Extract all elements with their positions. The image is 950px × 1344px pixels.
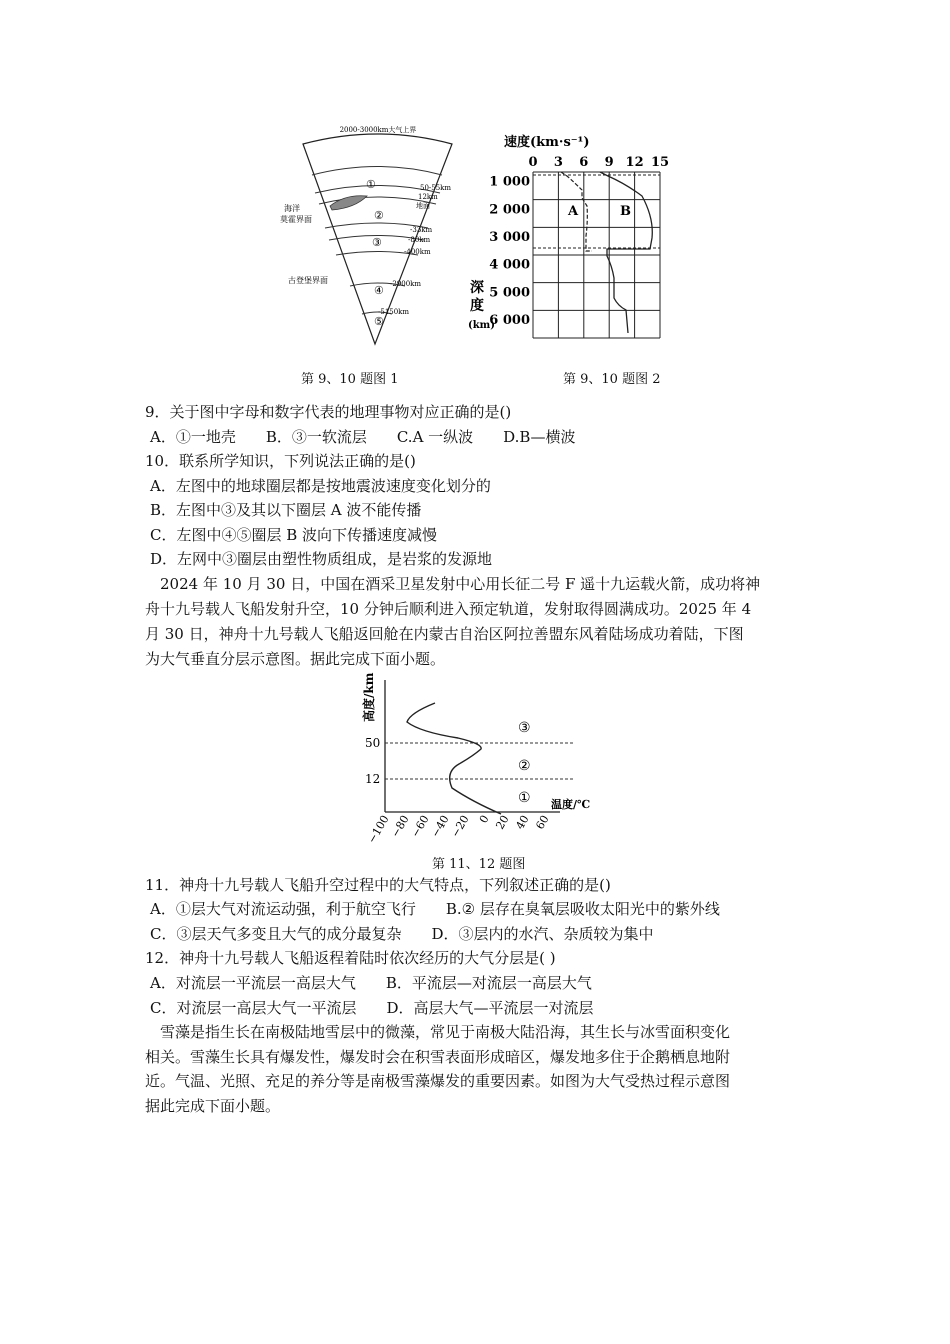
label-2900km: -2900km	[390, 280, 422, 288]
fig1-top-label: 2000-3000km大气上界	[339, 126, 417, 134]
fig2-ytick: 5 000	[489, 285, 530, 301]
passage2-line-3: 近。气温、光照、充足的养分等是南极雪藻爆发的重要因素。如图为大气受热过程示意图	[145, 1072, 731, 1090]
q10-option-a: A．左图中的地球圈层都是按地震波速度变化划分的	[150, 477, 491, 495]
fig2-xtick: 6	[579, 155, 589, 170]
passage1-line-3: 月 30 日，神舟十九号载人飞船返回舱在内蒙古自治区阿拉善盟东风着陆场成功着陆，下图	[145, 625, 744, 643]
fig3-xlabel: 温度/℃	[551, 798, 591, 811]
layer-5-label: ⑤	[374, 315, 384, 328]
fig2-ytick: 3 000	[489, 230, 530, 245]
fig2-ylabel-3: (km)	[468, 320, 495, 331]
fig3-xtick: −40	[428, 813, 452, 840]
curve-a-label: A	[568, 204, 579, 219]
q12-options-cd: C．对流层一高层大气一平流层 D．高层大气—平流层一对流层	[150, 999, 594, 1017]
label-5150km: -5150km	[378, 308, 410, 316]
fig3-xtick: −20	[448, 813, 472, 840]
fig3-xtick: −60	[408, 813, 432, 840]
curve-b	[600, 172, 652, 333]
fig1-caption: 第 9、10 题图 1	[301, 372, 399, 387]
layer-4-label: ④	[374, 284, 384, 297]
curve-b-label: B	[620, 204, 631, 219]
layer-2-label: ②	[374, 209, 384, 222]
q12-options-ab: A．对流层一平流层一高层大气 B．平流层—对流层一高层大气	[150, 974, 592, 992]
passage2-line-4: 据此完成下面小题。	[145, 1097, 281, 1115]
atmosphere-layers-figure	[355, 670, 615, 848]
fig2-ylabel-1: 深	[470, 280, 484, 296]
label-gutenberg: 古登堡界面	[288, 276, 328, 285]
q11-stem: 11．神舟十九号载人飞船升空过程中的大气特点，下列叙述正确的是()	[145, 876, 611, 894]
q9-stem: 9．关于图中字母和数字代表的地理事物对应正确的是()	[145, 403, 512, 421]
fig3-xtick: 0	[476, 813, 492, 826]
fig2-ytick: 2 000	[489, 202, 530, 218]
label-400km: -400km	[404, 248, 431, 256]
label-50-55km: 50-55km	[420, 184, 452, 192]
fig3-xtick: 40	[513, 813, 532, 832]
fig2-title: 速度(km·s⁻¹)	[504, 135, 590, 150]
fig2-xtick: 0	[528, 155, 538, 170]
fig2-xtick: 15	[650, 155, 670, 170]
fig3-layer-3: ③	[518, 720, 531, 736]
seismic-speed-figure	[464, 128, 684, 350]
passage1-line-4: 为大气垂直分层示意图。据此完成下面小题。	[145, 650, 446, 668]
fig2-xtick: 9	[604, 155, 614, 170]
fig3-xtick: −100	[365, 813, 392, 846]
q10-option-b: B．左图中③及其以下圈层 A 波不能传播	[150, 501, 422, 519]
q12-stem: 12．神舟十九号载人飞船返程着陆时依次经历的大气分层是( )	[145, 949, 556, 967]
fig2-ylabel-2: 度	[470, 298, 484, 314]
fig2-ytick: 1 000	[489, 174, 530, 190]
fig3-ytick-12: 12	[365, 772, 381, 786]
earth-layers-figure	[270, 118, 470, 350]
q10-option-d: D．左网中③圈层由塑性物质组成，是岩浆的发源地	[150, 550, 493, 568]
temperature-curve	[407, 703, 501, 814]
fig3-layer-1: ①	[518, 790, 531, 806]
q11-options-cd: C．③层天气多变且大气的成分最复杂 D．③层内的水汽、杂质较为集中	[150, 925, 654, 943]
label-moho: 莫霍界面	[280, 215, 312, 224]
q11-options-ab: A．①层大气对流运动强，利于航空飞行 B.② 层存在臭氧层吸收太阳光中的紫外线	[150, 900, 720, 918]
fig3-xtick: −80	[388, 813, 412, 840]
label-80km: -80km	[408, 236, 431, 244]
fig3-layer-2: ②	[518, 758, 531, 774]
label-ocean: 海洋	[284, 204, 300, 213]
label-12km: 12km	[418, 193, 438, 201]
fig2-xtick: 12	[625, 155, 644, 170]
passage1-line-1: 2024 年 10 月 30 日，中国在酒采卫星发射中心用长征二号 F 遥十九运载火箭，成功将神	[145, 575, 761, 593]
q10-stem: 10．联系所学知识，下列说法正确的是()	[145, 452, 416, 470]
layer-3-label: ③	[372, 236, 382, 249]
q10-option-c: C．左图中④⑤圈层 B 波向下传播速度减慢	[150, 526, 438, 544]
fig3-xtick: 20	[493, 813, 512, 832]
fig2-ytick: 4 000	[489, 257, 530, 273]
fig3-caption: 第 11、12 题图	[432, 857, 526, 872]
fig2-caption: 第 9、10 题图 2	[563, 372, 661, 387]
passage2-line-1: 雪藻是指生长在南极陆地雪层中的微藻，常见于南极大陆沿海，其生长与冰雪面积变化	[145, 1023, 731, 1041]
label-33km: -33km	[410, 226, 433, 234]
layer-1-label: ①	[366, 178, 376, 191]
fig2-xtick: 3	[553, 155, 563, 170]
ocean-shape	[330, 196, 367, 210]
label-ground: 地面	[416, 202, 430, 210]
fig2-ytick: 6 000	[489, 313, 530, 328]
fig3-ytick-50: 50	[365, 736, 381, 750]
fig3-ylabel: 高度/km	[362, 672, 376, 722]
fig3-xtick: 60	[533, 813, 552, 832]
passage1-line-2: 舟十九号载人飞船发射升空，10 分钟后顺利进入预定轨道，发射取得圆满成功。2025 年 4	[145, 600, 752, 618]
passage2-line-2: 相关。雪藻生长具有爆发性，爆发时会在积雪表面形成暗区，爆发地多住于企鹅栖息地附	[145, 1048, 731, 1066]
q9-options: A．①一地壳 B．③一软流层 C.A 一纵波 D.B—横波	[150, 428, 576, 446]
